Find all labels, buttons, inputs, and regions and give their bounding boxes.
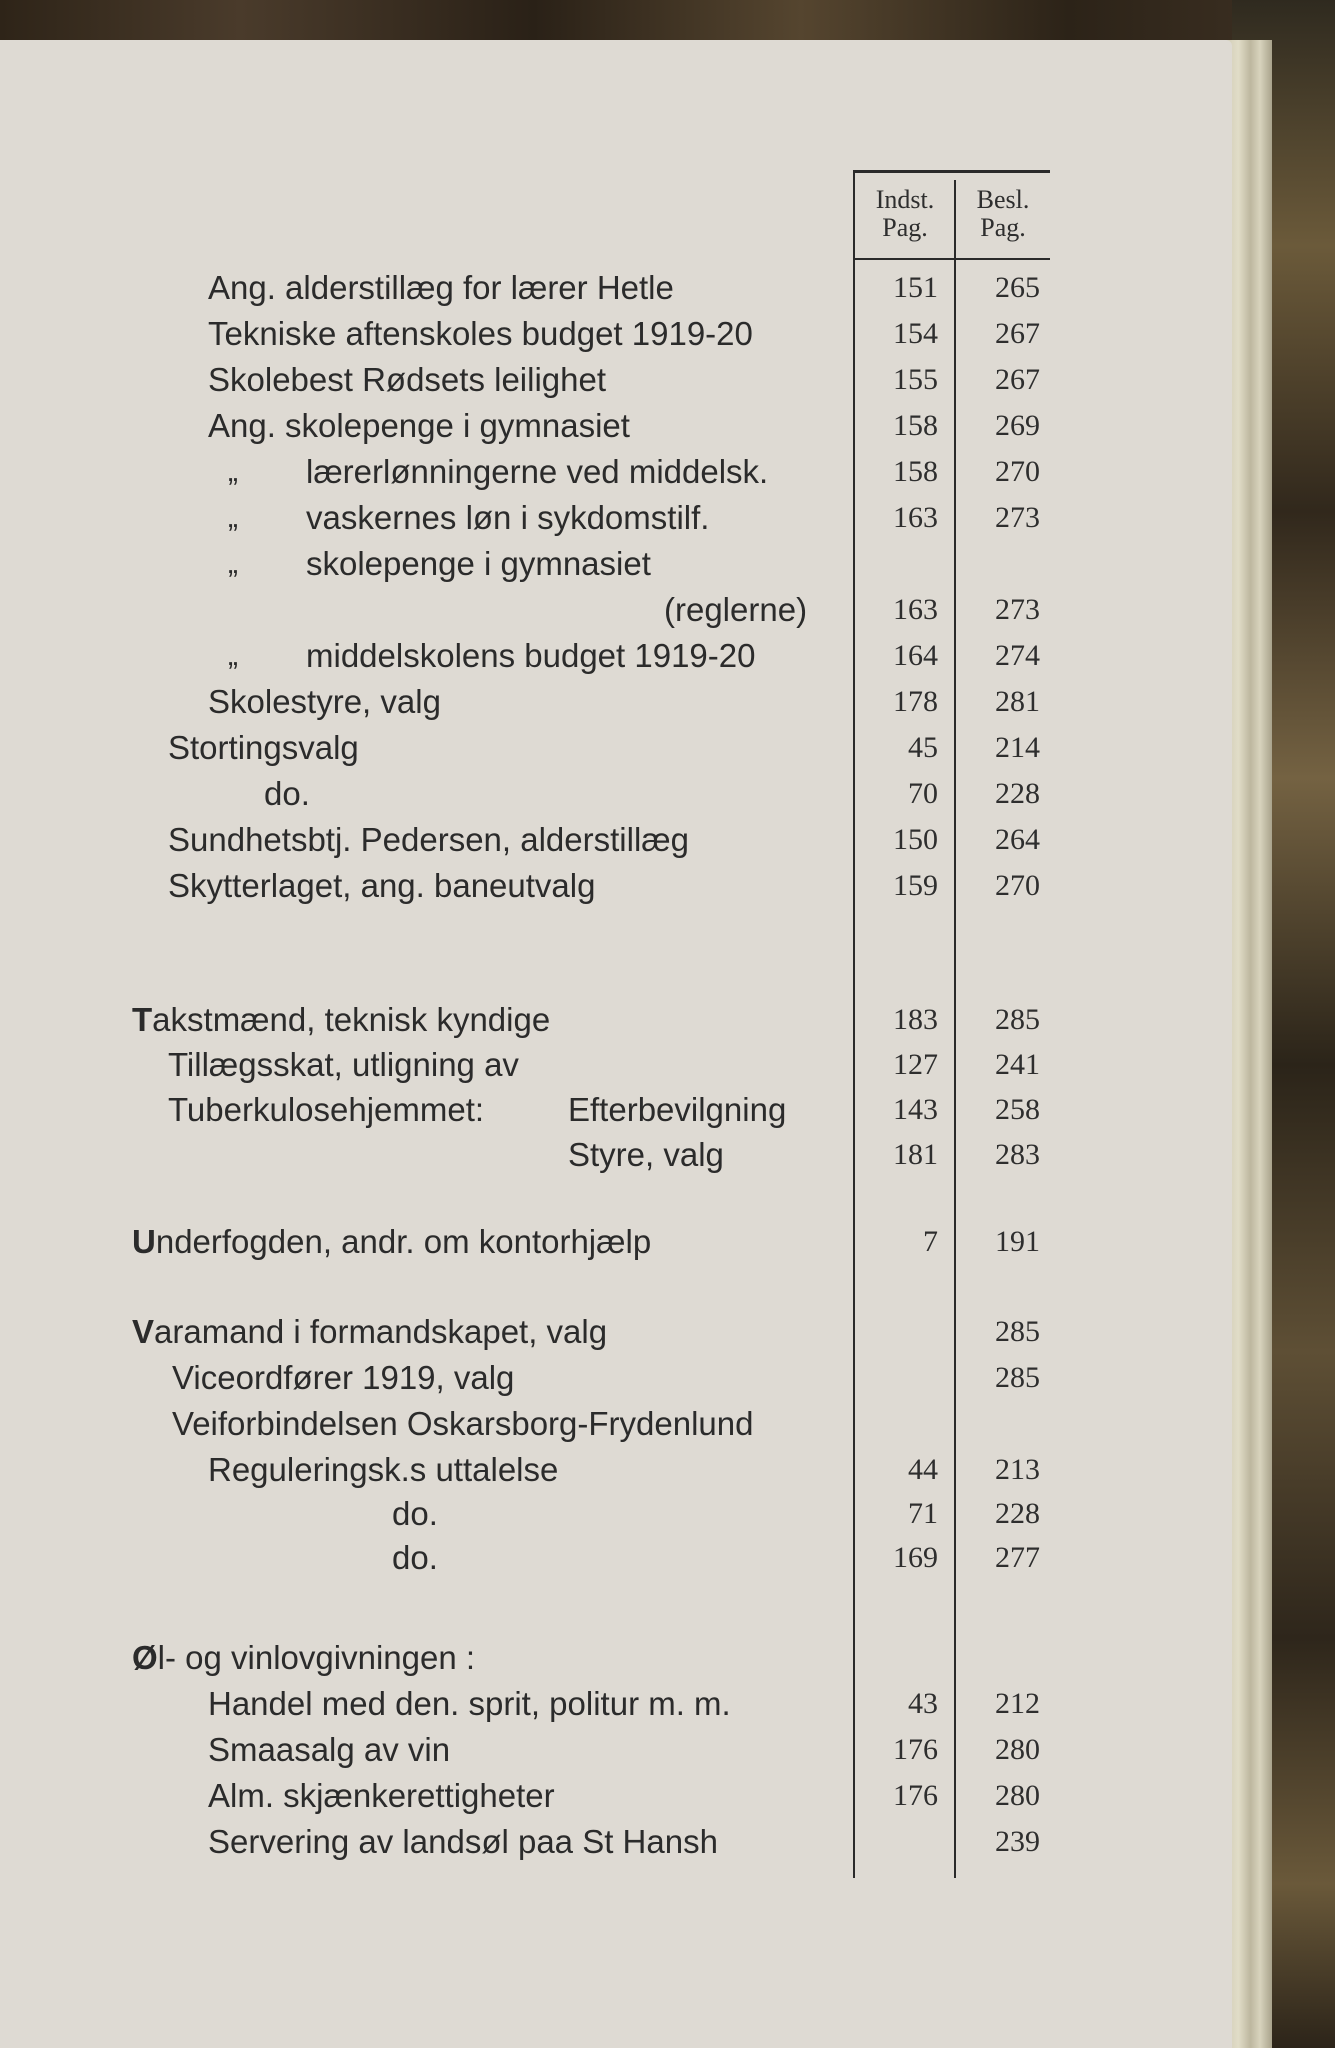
section-initial: U <box>132 1223 156 1260</box>
besl-page: 273 <box>995 593 1040 626</box>
entry-text: (reglerne) <box>664 591 808 628</box>
entry-text: Styre, valg <box>568 1136 724 1173</box>
index-entry <box>0 1220 1232 1264</box>
besl-header <box>958 186 1048 242</box>
besl-page: 258 <box>995 1093 1040 1126</box>
besl-page: 281 <box>995 685 1040 718</box>
besl-page: 277 <box>995 1541 1040 1574</box>
index-entry <box>0 1043 1232 1087</box>
besl-page: 212 <box>995 1687 1040 1720</box>
besl-page: 280 <box>995 1733 1040 1766</box>
entry-text <box>132 998 550 1042</box>
entry-subtext: Efterbevilgning <box>568 1091 787 1128</box>
indst-page: 159 <box>893 869 938 902</box>
entry-text: Smaasalg av vin <box>208 1731 451 1768</box>
indst-page: 176 <box>893 1733 938 1766</box>
entry-text <box>132 1220 651 1264</box>
index-entry <box>0 1448 1232 1492</box>
index-entry <box>0 496 1232 540</box>
entry-text: Stortingsvalg <box>168 729 359 766</box>
ditto-mark: „ <box>228 547 238 580</box>
besl-page: 283 <box>995 1138 1040 1171</box>
indst-page: 154 <box>893 317 938 350</box>
besl-header-line2: Pag. <box>980 213 1026 242</box>
entry-text: do. <box>392 1495 438 1532</box>
besl-page: 239 <box>995 1825 1040 1858</box>
besl-page: 270 <box>995 869 1040 902</box>
indst-page: 183 <box>893 1003 938 1036</box>
indst-page: 43 <box>908 1687 938 1720</box>
indst-page: 7 <box>923 1225 938 1258</box>
besl-page: 269 <box>995 409 1040 442</box>
index-entry <box>0 1133 1232 1177</box>
indst-page: 176 <box>893 1779 938 1812</box>
indst-page: 70 <box>908 777 938 810</box>
index-entry <box>0 818 1232 862</box>
entry-text-rest: l- og vinlovgivningen : <box>157 1639 476 1676</box>
besl-page: 228 <box>995 777 1040 810</box>
index-entry <box>0 312 1232 356</box>
indst-page: 158 <box>893 455 938 488</box>
indst-page: 169 <box>893 1541 938 1574</box>
index-entry <box>0 726 1232 770</box>
index-entry <box>0 404 1232 448</box>
indst-page: 151 <box>893 271 938 304</box>
index-entry <box>0 1356 1232 1400</box>
index-entry <box>0 542 1232 586</box>
entry-text: do. <box>264 775 310 812</box>
header-top-rule <box>855 170 1050 173</box>
entry-text: Skolebest Rødsets leilighet <box>208 361 607 398</box>
index-entry <box>0 450 1232 494</box>
index-entry <box>0 1728 1232 1772</box>
entry-text: Skolestyre, valg <box>208 683 441 720</box>
indst-page: 164 <box>893 639 938 672</box>
besl-page: 214 <box>995 731 1040 764</box>
entry-text-rest: aramand i formandskapet, valg <box>154 1313 608 1350</box>
entry-text: Ang. alderstillæg for lærer Hetle <box>208 269 674 306</box>
entry-text: Tillægsskat, utligning av <box>168 1046 519 1083</box>
index-entry <box>0 1636 1232 1680</box>
index-entry <box>0 1310 1232 1354</box>
entry-text: Viceordfører 1919, valg <box>172 1359 515 1396</box>
besl-page: 191 <box>995 1225 1040 1258</box>
indst-page: 150 <box>893 823 938 856</box>
index-entry <box>0 1088 1232 1132</box>
index-entry <box>0 266 1232 310</box>
index-entry <box>0 634 1232 678</box>
section-initial: V <box>132 1313 155 1350</box>
besl-page: 267 <box>995 363 1040 396</box>
besl-page: 228 <box>995 1497 1040 1530</box>
besl-page: 213 <box>995 1453 1040 1486</box>
entry-text: Servering av landsøl paa St Hansh <box>208 1823 718 1860</box>
besl-page: 280 <box>995 1779 1040 1812</box>
indst-page: 71 <box>908 1497 938 1530</box>
indst-page: 143 <box>893 1093 938 1126</box>
besl-page: 241 <box>995 1048 1040 1081</box>
besl-header-line1: Besl. <box>976 185 1030 214</box>
besl-page: 285 <box>995 1003 1040 1036</box>
entry-text-rest: akstmænd, teknisk kyndige <box>152 1001 551 1038</box>
indst-header <box>860 186 950 242</box>
entry-text <box>132 1310 607 1354</box>
indst-page: 45 <box>908 731 938 764</box>
book-page <box>0 40 1232 2048</box>
indst-page: 163 <box>893 501 938 534</box>
index-entry <box>0 1820 1232 1864</box>
indst-header-line2: Pag. <box>882 213 928 242</box>
indst-page: 181 <box>893 1138 938 1171</box>
besl-page: 270 <box>995 455 1040 488</box>
besl-page: 273 <box>995 501 1040 534</box>
index-entry <box>0 680 1232 724</box>
ditto-mark: „ <box>228 455 238 488</box>
entry-text: Tekniske aftenskoles budget 1919-20 <box>208 315 753 352</box>
index-entry <box>0 1682 1232 1726</box>
entry-text: Veiforbindelsen Oskarsborg-Frydenlund <box>172 1405 754 1442</box>
entry-text: Tuberkulosehjemmet: <box>168 1091 485 1128</box>
indst-page: 127 <box>893 1048 938 1081</box>
index-entry <box>0 1492 1232 1536</box>
besl-page: 285 <box>995 1315 1040 1348</box>
ditto-mark: „ <box>228 501 238 534</box>
index-entry <box>0 772 1232 816</box>
entry-text: Handel med den. sprit, politur m. m. <box>208 1685 731 1722</box>
section-initial: Ø <box>132 1639 158 1676</box>
besl-page: 274 <box>995 639 1040 672</box>
indst-page: 44 <box>908 1453 938 1486</box>
index-entry <box>0 1774 1232 1818</box>
entry-text: Reguleringsk.s uttalelse <box>208 1451 559 1488</box>
entry-text: Skytterlaget, ang. baneutvalg <box>168 867 596 904</box>
besl-page: 267 <box>995 317 1040 350</box>
indst-header-line1: Indst. <box>875 185 935 214</box>
indst-page: 158 <box>893 409 938 442</box>
entry-text: skolepenge i gymnasiet <box>306 545 651 582</box>
besl-page: 265 <box>995 271 1040 304</box>
entry-text: lærerlønningerne ved middelsk. <box>306 453 769 490</box>
index-entry <box>0 1536 1232 1580</box>
ditto-mark: „ <box>228 639 238 672</box>
index-entry <box>0 588 1232 632</box>
entry-text: Sundhetsbtj. Pedersen, alderstillæg <box>168 821 689 858</box>
index-entry <box>0 1402 1232 1446</box>
entry-text: do. <box>392 1539 438 1576</box>
index-entry <box>0 998 1232 1042</box>
entry-text: Alm. skjænkerettigheter <box>208 1777 555 1814</box>
indst-page: 178 <box>893 685 938 718</box>
section-initial: T <box>132 1001 153 1038</box>
entry-text-rest: nderfogden, andr. om kontorhjælp <box>155 1223 652 1260</box>
besl-page: 264 <box>995 823 1040 856</box>
entry-text <box>132 1636 475 1680</box>
indst-page: 155 <box>893 363 938 396</box>
index-entry <box>0 864 1232 908</box>
header-bottom-rule <box>855 258 1050 260</box>
entry-text: middelskolens budget 1919-20 <box>306 637 756 674</box>
entry-text: vaskernes løn i sykdomstilf. <box>306 499 710 536</box>
entry-text: Ang. skolepenge i gymnasiet <box>208 407 630 444</box>
indst-page: 163 <box>893 593 938 626</box>
index-entry <box>0 358 1232 402</box>
besl-page: 285 <box>995 1361 1040 1394</box>
